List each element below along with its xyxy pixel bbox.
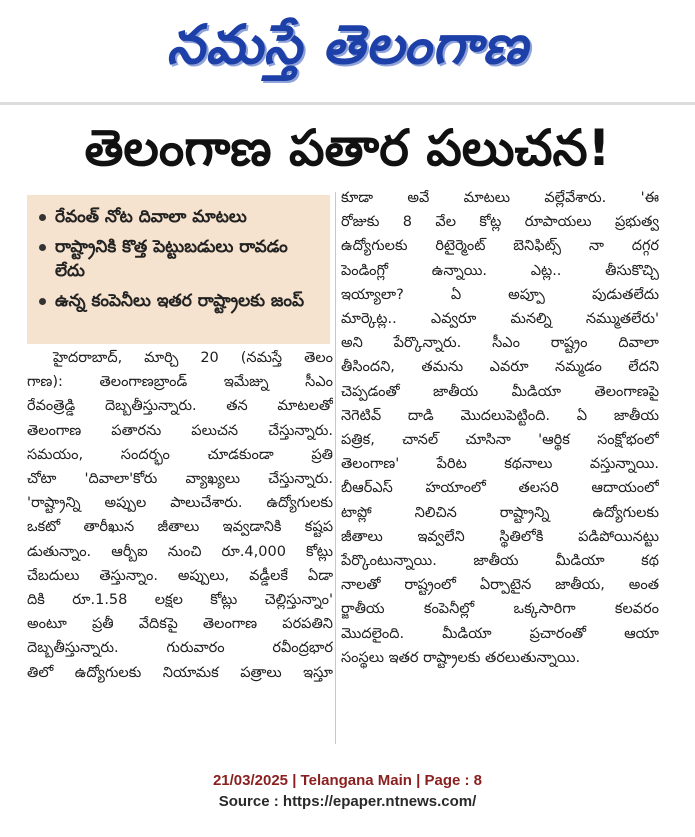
article-line: తిలో ఉద్యోగులకు నియామక పత్రాలు ఇస్తూ	[27, 664, 333, 681]
article-line: సమయం, సందర్భం చూడకుండా ప్రతి	[27, 446, 333, 463]
article-line: కూడా అవే మాటలు వల్లేవేశారు. 'ఈ	[341, 190, 659, 206]
footer	[0, 770, 695, 812]
article-line: టాప్లో నిలిచిన రాష్ట్రాన్ని ఉద్యోగులకు	[341, 504, 659, 521]
masthead	[0, 0, 695, 102]
source-link[interactable]: Source : https://epaper.ntnews.com/	[218, 793, 477, 810]
masthead-divider	[0, 102, 695, 105]
highlight-item	[37, 235, 322, 283]
article-line: ర్జాతీయ కంపెనీల్లో ఒక్కసారిగా కలవరం	[341, 601, 659, 618]
bullet-icon	[39, 298, 46, 305]
headline: తెలంగాణ పతార పలుచన!	[84, 119, 611, 177]
article-line: పేర్కొంటున్నాయి. జాతీయ మీడియా కథ	[341, 553, 659, 570]
article-line: జీతాలు ఇవ్వలేని స్థితిలోకి పడిపోయినట్టు	[341, 528, 659, 545]
article-line: ఉద్యోగులకు రిటైర్మెంట్ బెనిఫిట్స్ నా దగ్గర	[341, 238, 659, 255]
highlight-item	[37, 205, 322, 229]
highlight-item	[37, 289, 322, 313]
article-column-left	[27, 346, 333, 685]
article-line: ఇయ్యాలా? ఏ అప్పూ పుడుతలేదు	[341, 286, 659, 303]
highlights-box	[27, 195, 330, 344]
column-divider	[335, 192, 336, 744]
article-line: పెండింగ్లో ఉన్నాయి. ఎట్ల.. తీసుకొచ్చి	[341, 262, 659, 279]
masthead-logo: నమస్తే తెలంగాణ	[166, 13, 529, 76]
highlight-text: రాష్ట్రానికి కొత్త పెట్టుబడులు రావడం లేదు	[55, 237, 288, 281]
bullet-icon	[39, 214, 46, 221]
article-line: చోటా 'దివాలా'కోరు వ్యాఖ్యలు చేస్తున్నారు.	[27, 471, 333, 488]
article-line: హైదరాబాద్, మార్చి 20 (నమస్తే తెలం	[53, 350, 333, 366]
article-line: దికి రూ.1.58 లక్షల కోట్లు చెల్లిస్తున్నాం'	[27, 592, 333, 609]
bullet-icon	[39, 244, 46, 251]
article-column-right	[341, 186, 659, 670]
article-line: అని పేర్కొన్నారు. సీఎం రాష్ట్రం దివాలా	[341, 335, 659, 352]
edition-info: 21/03/2025 | Telangana Main | Page : 8	[212, 772, 483, 789]
highlight-text: రేవంత్ నోట దివాలా మాటలు	[55, 207, 247, 227]
article-line: ఒకటో తారీఖున జీతాలు ఇవ్వడానికి కష్టప	[27, 519, 333, 536]
article-line: చేబదులు తెస్తున్నాం. అప్పులు, వడ్డీలకే ఏడా	[27, 567, 333, 584]
article-line: నాలతో రాష్ట్రంలో ఏర్పాటైన జాతీయ, అంత	[341, 577, 659, 594]
highlight-text: ఉన్న కంపెనీలు ఇతర రాష్ట్రాలకు జంప్	[55, 291, 305, 311]
article-line: రేవంత్రెడ్డి దెబ్బతీస్తున్నారు. తన మాటలతో	[27, 398, 333, 415]
article-line: తీసిందని, తమను ఎవరూ నమ్మడం లేదని	[341, 359, 659, 376]
article-line: తెలంగాణ పతారను పలుచన చేస్తున్నారు.	[27, 422, 333, 439]
article-line: మార్కెట్ల.. ఎవ్వరూ మనల్ని నమ్ముతలేరు'	[341, 311, 659, 328]
article-line: మొదలైంది. మీడియా ప్రచారంతో ఆయా	[341, 625, 659, 642]
article-line: తెలంగాణ' పేరిట కథనాలు వస్తున్నాయి.	[341, 456, 659, 473]
article-line: డుతున్నాం. ఆర్బీఐ నుంచి రూ.4,000 కోట్లు	[27, 543, 333, 560]
article-line: అంటూ ప్రతీ వేదికపై తెలంగాణ పరపతిని	[27, 616, 333, 633]
article-line: చెప్పడంతో జాతీయ మీడియా తెలంగాణపై	[341, 383, 659, 400]
article-line: గాణ): తెలంగాణబ్రాండ్ ఇమేజ్ను సీఎం	[27, 374, 333, 391]
article-line: దెబ్బతీస్తున్నారు. గురువారం రవీంద్రభార	[27, 640, 333, 657]
article-line: నెగెటివ్ దాడి మొదలుపెట్టింది. ఏ జాతీయ	[341, 407, 659, 424]
article-line: పత్రిక, చానల్ చూసినా 'ఆర్థిక సంక్షోభంలో	[341, 432, 659, 449]
article-line: రోజుకు 8 వేల కోట్ల రూపాయలు ప్రభుత్వ	[341, 214, 659, 231]
article-line: బీఆర్ఎస్ హయాంలో తలసరి ఆదాయంలో	[341, 480, 659, 497]
article-line: సంస్థలు ఇతర రాష్ట్రాలకు తరలుతున్నాయి.	[341, 649, 581, 666]
article-line: 'రాష్ట్రాన్ని అప్పుల పాలుచేశారు. ఉద్యోగులకు	[27, 495, 333, 512]
